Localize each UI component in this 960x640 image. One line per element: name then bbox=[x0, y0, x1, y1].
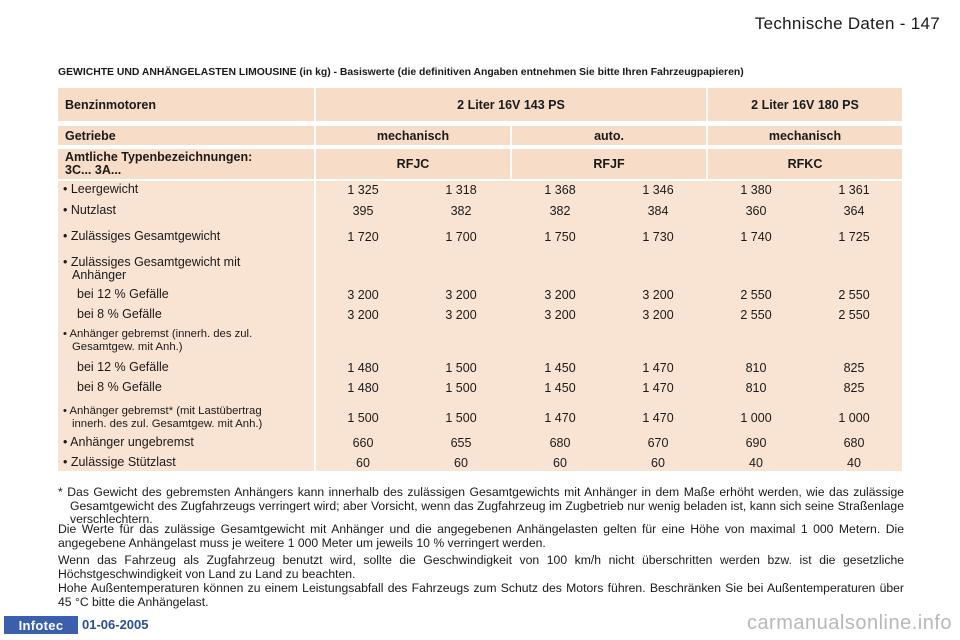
value-cell: 60 bbox=[651, 456, 665, 470]
row-label: • Zulässige Stützlast bbox=[63, 455, 176, 469]
row-label: bei 8 % Gefälle bbox=[77, 307, 162, 321]
value-cell: 1 368 bbox=[544, 183, 576, 197]
value-cell: 2 550 bbox=[740, 288, 772, 302]
value-cell: 1 750 bbox=[544, 230, 576, 244]
value-cell: 660 bbox=[352, 436, 374, 450]
value-cell: 1 470 bbox=[642, 381, 674, 395]
value-cell: 825 bbox=[843, 381, 865, 395]
row-label: • Zulässiges Gesamtgewicht bbox=[63, 229, 221, 243]
value-cell: 60 bbox=[356, 456, 370, 470]
note-speed: Wenn das Fahrzeug als Zugfahrzeug benutzt wird, sollte die Geschwindigkeit von 100 km/h nicht überschritten werden bzw. ist die gesetzliche Höchstgeschwindigkeit von Land zu Land zu beachten. bbox=[58, 553, 904, 581]
type-rfkc: RFKC bbox=[708, 149, 902, 179]
value-cell: 1 500 bbox=[445, 411, 477, 425]
value-cell: 1 318 bbox=[445, 183, 477, 197]
value-cell: 1 480 bbox=[347, 361, 379, 375]
note-altitude: Die Werte für das zulässige Gesamtgewicht mit Anhänger und die angegebenen Anhängelasten gelten für eine Höhe von maximal 1 000 Metern. Die angegebene Anhängelast muss je weitere 1 000 Meter um jeweils 10 % verringert werden. bbox=[58, 522, 904, 550]
value-cell: 382 bbox=[549, 204, 571, 218]
row-label: • Anhänger ungebremst bbox=[63, 435, 194, 449]
value-cell: 2 550 bbox=[838, 308, 870, 322]
value-cell: 1 730 bbox=[642, 230, 674, 244]
value-cell: 1 500 bbox=[445, 381, 477, 395]
note-temperature: Hohe Außentemperaturen können zu einem Leistungsabfall des Fahrzeugs zum Schutz des Motors führen. Beschränken Sie bei Außentemperaturen über 45 °C bitte die Anhängelast. bbox=[58, 581, 904, 609]
value-cell: 690 bbox=[745, 436, 767, 450]
value-cell: 655 bbox=[450, 436, 472, 450]
row-label: bei 12 % Gefälle bbox=[77, 287, 169, 301]
row-label-cont: Anhänger bbox=[72, 268, 127, 282]
value-cell: 3 200 bbox=[445, 288, 477, 302]
value-cell: 1 500 bbox=[445, 361, 477, 375]
value-cell: 825 bbox=[843, 361, 865, 375]
value-cell: 3 200 bbox=[445, 308, 477, 322]
value-cell: 1 361 bbox=[838, 183, 870, 197]
value-cell: 1 500 bbox=[347, 411, 379, 425]
value-cell: 40 bbox=[847, 456, 861, 470]
value-cell: 3 200 bbox=[347, 288, 379, 302]
value-cell: 364 bbox=[843, 204, 865, 218]
value-cell: 1 720 bbox=[347, 230, 379, 244]
value-cell: 680 bbox=[549, 436, 571, 450]
row-label-cont: Gesamtgew. mit Anh.) bbox=[72, 341, 183, 353]
type-label-line2: 3C... 3A... bbox=[65, 163, 122, 177]
value-cell: 395 bbox=[352, 204, 374, 218]
value-cell: 1 450 bbox=[544, 361, 576, 375]
value-cell: 810 bbox=[745, 361, 767, 375]
row-label: bei 12 % Gefälle bbox=[77, 360, 169, 374]
row-label-cont: innerh. des zul. Gesamtgew. mit Anh.) bbox=[72, 418, 263, 430]
row-label: • Nutzlast bbox=[63, 203, 117, 217]
table-body-values bbox=[316, 181, 902, 471]
value-cell: 1 346 bbox=[642, 183, 674, 197]
engine-143: 2 Liter 16V 143 PS bbox=[316, 88, 706, 121]
value-cell: 2 550 bbox=[740, 308, 772, 322]
value-cell: 1 380 bbox=[740, 183, 772, 197]
value-cell: 1 725 bbox=[838, 230, 870, 244]
footnote-brake-load: * Das Gewicht des gebremsten Anhängers kann innerhalb des zulässigen Gesamtgewichts mit Anhänger in dem Maße erhöht werden, wie das zulässige Gesamtgewicht des Zugfahrzeugs verringert wird; aber Vorsicht, wenn das Zugfahrzeug im Zugbetrieb nur wenig beladen ist, kann sich seine Straßenlage verschlechtern. bbox=[58, 485, 904, 527]
value-cell: 40 bbox=[749, 456, 763, 470]
engine-180: 2 Liter 16V 180 PS bbox=[708, 88, 902, 121]
row-label: • Zulässiges Gesamtgewicht mit bbox=[63, 255, 241, 269]
value-cell: 1 470 bbox=[642, 361, 674, 375]
value-cell: 1 480 bbox=[347, 381, 379, 395]
value-cell: 3 200 bbox=[544, 288, 576, 302]
value-cell: 382 bbox=[450, 204, 472, 218]
value-cell: 810 bbox=[745, 381, 767, 395]
row-label: bei 8 % Gefälle bbox=[77, 380, 162, 394]
value-cell: 60 bbox=[553, 456, 567, 470]
value-cell: 3 200 bbox=[347, 308, 379, 322]
value-cell: 2 550 bbox=[838, 288, 870, 302]
value-cell: 3 200 bbox=[642, 308, 674, 322]
row-label: • Anhänger gebremst* (mit Lastübertrag bbox=[63, 405, 262, 417]
print-date: 01-06-2005 bbox=[82, 617, 149, 632]
value-cell: 3 200 bbox=[642, 288, 674, 302]
row-label: • Leergewicht bbox=[63, 182, 139, 196]
value-cell: 680 bbox=[843, 436, 865, 450]
value-cell: 1 000 bbox=[740, 411, 772, 425]
value-cell: 1 470 bbox=[544, 411, 576, 425]
row-label: • Anhänger gebremst (innerh. des zul. bbox=[63, 328, 253, 340]
gearbox-auto-143: auto. bbox=[512, 126, 706, 145]
type-label-line1: Amtliche Typenbezeichnungen: bbox=[65, 150, 253, 164]
value-cell: 670 bbox=[647, 436, 669, 450]
value-cell: 60 bbox=[454, 456, 468, 470]
infotec-logo: Infotec bbox=[4, 616, 78, 634]
value-cell: 1 000 bbox=[838, 411, 870, 425]
value-cell: 3 200 bbox=[544, 308, 576, 322]
table-caption: GEWICHTE UND ANHÄNGELASTEN LIMOUSINE (in kg) - Basiswerte (die definitiven Angaben entnehmen Sie bitte Ihren Fahrzeugpapieren) bbox=[58, 67, 744, 78]
value-cell: 360 bbox=[745, 204, 767, 218]
gearbox-manual-143: mechanisch bbox=[316, 126, 510, 145]
value-cell: 1 740 bbox=[740, 230, 772, 244]
value-cell: 1 325 bbox=[347, 183, 379, 197]
page-title: Technische Daten - 147 bbox=[754, 14, 940, 33]
value-cell: 384 bbox=[647, 204, 669, 218]
value-cell: 1 470 bbox=[642, 411, 674, 425]
watermark: carmanualsonline.info bbox=[746, 612, 952, 634]
type-designation-label bbox=[58, 149, 314, 179]
gearbox-label: Getriebe bbox=[58, 126, 314, 145]
engine-label: Benzinmotoren bbox=[58, 88, 314, 121]
gearbox-manual-180: mechanisch bbox=[708, 126, 902, 145]
value-cell: 1 450 bbox=[544, 381, 576, 395]
type-rfjc: RFJC bbox=[316, 149, 510, 179]
type-rfjf: RFJF bbox=[512, 149, 706, 179]
value-cell: 1 700 bbox=[445, 230, 477, 244]
